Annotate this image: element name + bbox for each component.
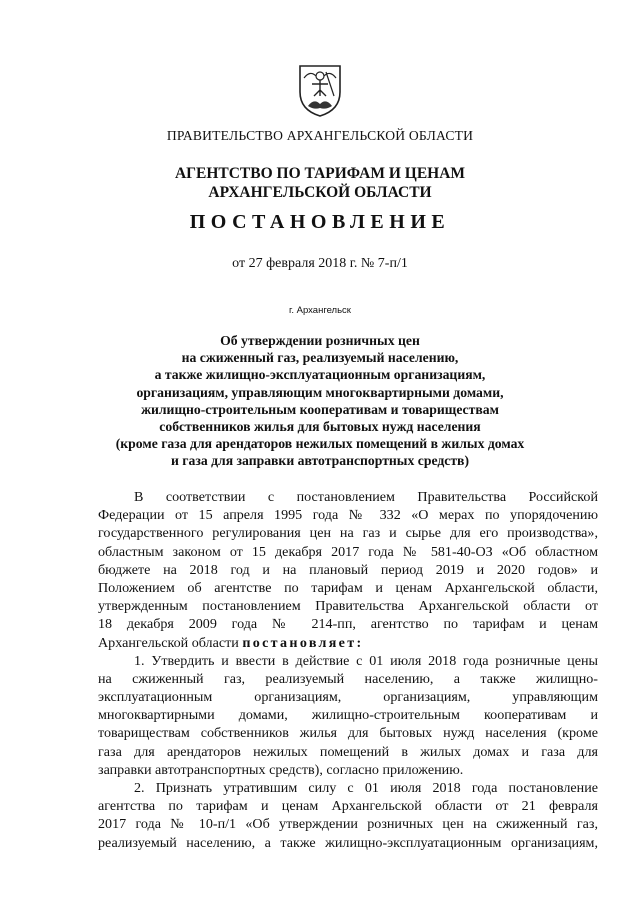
item1-line: товариществам собственников жилья для бытовых нужд населения (кроме	[98, 725, 598, 742]
title-line: на сжиженный газ, реализуемый населению,	[181, 350, 459, 366]
decree-word: постановляет	[242, 634, 357, 651]
title-line: собственников жилья для бытовых нужд населения	[159, 419, 481, 435]
preamble-line: Положением об агентстве по тарифам и ценам Архангельской области,	[98, 579, 598, 596]
coat-of-arms-icon	[296, 62, 344, 118]
preamble-line: Федерации от 15 апреля 1995 года № 332 «О мерах по упорядочению	[98, 507, 598, 524]
decree-colon: :	[356, 634, 364, 651]
document-body	[98, 488, 598, 852]
title-line: организациям, управляющим многоквартирными домами,	[136, 384, 504, 400]
item2-line: 2017 года № 10-п/1 «Об утверждении розничных цен на сжиженный газ,	[98, 816, 598, 833]
agency-name	[0, 164, 640, 202]
preamble-line: государственного регулирования цен на газ и сырье для его производства»,	[98, 525, 598, 542]
preamble-end: Архангельской области	[98, 634, 243, 651]
title-line: Об утверждении розничных цен	[220, 333, 420, 348]
document-date-number: от 27 февраля 2018 г. № 7-п/1	[232, 256, 408, 271]
item1-line: заправки автотранспортных средств), согласно приложению.	[98, 761, 464, 778]
preamble-line: 18 декабря 2009 года № 214-пп, агентство по тарифам и ценам	[98, 616, 598, 633]
title-line: и газа для заправки автотранспортных средств)	[170, 453, 470, 469]
city-name: г. Архангельск	[289, 305, 351, 316]
preamble-line: утвержденным постановлением Правительства Архангельской области от	[98, 598, 598, 615]
item1-line: газа для арендаторов нежилых помещений в жилых домах и газа для	[98, 743, 598, 760]
document-title	[0, 332, 640, 470]
agency-name-line: АРХАНГЕЛЬСКОЙ ОБЛАСТИ	[208, 184, 432, 201]
title-line: а также жилищно-эксплуатационным организациям,	[154, 367, 486, 383]
government-name: ПРАВИТЕЛЬСТВО АРХАНГЕЛЬСКОЙ ОБЛАСТИ	[166, 128, 474, 143]
preamble-last-line	[98, 634, 598, 652]
item1-line: эксплуатационным организациям, организациям, управляющим	[98, 689, 598, 706]
preamble-line: В соответствии с постановлением Правительства Российской	[134, 489, 598, 505]
agency-name-line: АГЕНТСТВО ПО ТАРИФАМ И ЦЕНАМ	[174, 165, 466, 182]
item1-line: многоквартирными домами, жилищно-строительным кооперативам и	[98, 707, 598, 724]
preamble-line: бюджете на 2018 год и на плановый период 2019 и 2020 годов» и	[98, 561, 598, 578]
item2-line: 2. Признать утратившим силу с 01 июля 2018 года постановление	[134, 780, 598, 796]
title-line: жилищно-строительным кооперативам и товариществам	[141, 401, 499, 417]
preamble-line: областным законом от 15 декабря 2017 года № 581-40-ОЗ «Об областном	[98, 543, 598, 560]
title-line: (кроме газа для арендаторов нежилых помещений в жилых домах	[115, 436, 525, 452]
item2-line: реализуемый населению, а также жилищно-эксплуатационным организациям,	[98, 834, 598, 851]
document-type: ПОСТАНОВЛЕНИЕ	[189, 211, 451, 233]
item1-line: на сжиженный газ, реализуемый населению, а также жилищно-	[98, 670, 598, 687]
item1-line: 1. Утвердить и ввести в действие с 01 июля 2018 года розничные цены	[134, 652, 598, 669]
item2-line: агентства по тарифам и ценам Архангельской области от 21 февраля	[98, 798, 598, 815]
